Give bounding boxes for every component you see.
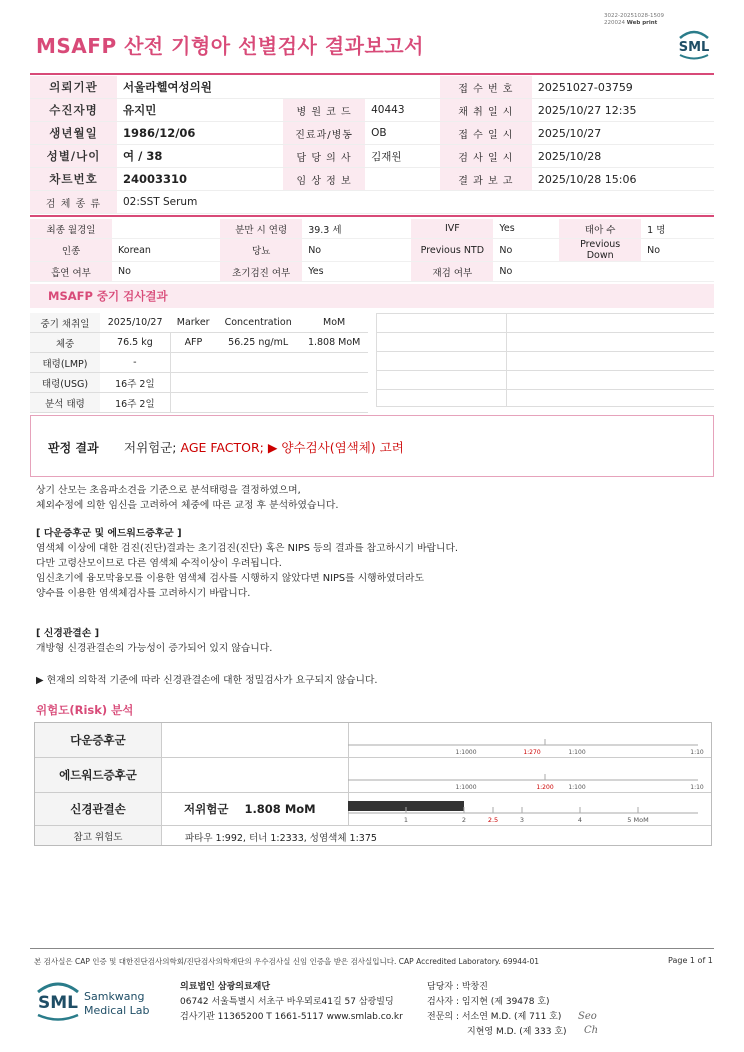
- marker-value: AFP: [170, 333, 216, 353]
- ntd-tick-label: 5 MoM: [627, 816, 649, 824]
- maternal-value: [112, 219, 220, 239]
- ntd-scale: [348, 793, 711, 825]
- midterm-result-table: [30, 313, 368, 413]
- maternal-value: [641, 262, 714, 282]
- lmp-value: -: [100, 353, 170, 373]
- field-label: 병 원 코 드: [283, 99, 365, 122]
- down-tick-10: 1:10: [690, 749, 704, 756]
- reference-value: 파타우 1:992, 터너 1:2333, 성염색체 1:375: [185, 833, 377, 844]
- maternal-row: [30, 219, 714, 239]
- ntd-tick-label: 2.5: [487, 816, 499, 824]
- footer-logo-name2: Medical Lab: [84, 1004, 150, 1017]
- footer-divider: [30, 948, 714, 949]
- down-scale: [348, 723, 711, 757]
- maternal-value: No: [493, 239, 559, 262]
- risk-row-down: [35, 723, 711, 758]
- maternal-label: [559, 262, 641, 282]
- section-title: MSAFP 중기 검사결과: [48, 289, 168, 303]
- field-label: 차트번호: [30, 168, 117, 191]
- field-label: 의뢰기관: [30, 76, 117, 99]
- mom-header: MoM: [300, 313, 368, 333]
- edwards-label: 에드워드증후군: [35, 758, 162, 792]
- ntd-tick-label: 1: [403, 816, 409, 824]
- maternal-label: 태아 수: [559, 219, 641, 239]
- analysis-age-value: 16주 2일: [100, 393, 170, 413]
- ntd-tick-label: 2: [461, 816, 467, 824]
- maternal-label: Previous NTD: [411, 239, 493, 262]
- down-label: 다운증후군: [35, 723, 162, 757]
- field-label: 결 과 보 고: [440, 168, 532, 191]
- maternal-row: [30, 239, 714, 262]
- report-title: MSAFP 산전 기형아 선별검사 결과보고서: [36, 34, 424, 58]
- edwards-tick-10: 1:10: [690, 784, 704, 791]
- maternal-label: 당뇨: [220, 239, 302, 262]
- field-value: 유지민: [117, 99, 283, 122]
- maternal-label: Previous Down: [559, 239, 641, 262]
- patient-info-divider: [30, 215, 714, 217]
- weight-value: 76.5 kg: [100, 333, 170, 353]
- ntd-label: 신경관결손: [35, 793, 162, 825]
- field-label: 성별/나이: [30, 145, 117, 168]
- edwards-tick-value: 1:200: [536, 784, 554, 791]
- sml-logo-text: SML: [678, 40, 710, 55]
- signature: Seo Ch: [578, 1011, 599, 1036]
- edwards-tick-1000: 1:1000: [455, 784, 477, 791]
- ntd-conclusion: ▶ 현재의 의학적 기준에 따라 신경관결손에 대한 정밀검사가 요구되지 않습니다.: [36, 675, 378, 686]
- sml-logo: [674, 26, 714, 62]
- maternal-value: No: [302, 239, 411, 262]
- risk-row-reference: [35, 826, 711, 845]
- field-value: [365, 168, 440, 191]
- maternal-row: [30, 262, 714, 282]
- usg-value: 16주 2일: [100, 373, 170, 393]
- maternal-label: 분만 시 연령: [220, 219, 302, 239]
- maternal-label: 최종 월경일: [30, 219, 112, 239]
- footer-logo-name1: Samkwang: [84, 990, 145, 1003]
- field-value: 2025/10/28: [532, 145, 714, 168]
- patient-row: [30, 168, 714, 191]
- maternal-value: Yes: [302, 262, 411, 282]
- field-value: 서울라헬여성의원: [117, 76, 283, 99]
- field-value: 2025/10/28 15:06: [532, 168, 714, 191]
- patient-info-table: [30, 76, 714, 214]
- field-label: 접 수 번 호: [440, 76, 532, 99]
- ntd-group: 저위험군: [184, 802, 229, 816]
- patient-row: [30, 99, 714, 122]
- down-edwards-note: [ 다운증후군 및 에드워드증후군 ] 염색체 이상에 대한 검진(진단)결과는 초기검진(진단) 혹은 NIPS 등의 결과를 참고하시기 바랍니다. 다만 고령산모이므로 다른 염색체 수적이상이 우려됩니다. 임신초기에 융모막융모를 이용한 염색체 검사를 시행하지 않았다면 NIPS를 시행하였더라도 양수를 이용한 염색체검사를 고려하시기 바랍니다.: [36, 528, 459, 599]
- specimen-label: 검 체 종 류: [30, 191, 117, 214]
- analysis-note: 상기 산모는 초음파소견을 기준으로 분석태령을 결정하였으며, 체외수정에 의한 임신을 고려하여 체중에 따른 교정 후 분석하였습니다.: [36, 485, 339, 511]
- accreditation-note: 본 검사실은 CAP 인증 및 대한진단검사의학회/진단검사의학재단의 우수검사실 신임 인증을 받은 검사실입니다. CAP Accredited Laboratory. 69944-01: [34, 957, 540, 966]
- field-label: 생년월일: [30, 122, 117, 145]
- field-label: 임 상 정 보: [283, 168, 365, 191]
- ntd-summary: [162, 793, 349, 825]
- risk-title: 위험도(Risk) 분석: [36, 703, 134, 717]
- field-label: 담 당 의 사: [283, 145, 365, 168]
- specimen-value: 02:SST Serum: [117, 191, 714, 214]
- patient-row: [30, 145, 714, 168]
- reference-label: 참고 위험도: [35, 826, 162, 845]
- field-value: 김재원: [365, 145, 440, 168]
- field-value: 1986/12/06: [117, 122, 283, 145]
- maternal-value: No: [493, 262, 559, 282]
- risk-row-ntd: [35, 793, 711, 826]
- patient-row: [30, 122, 714, 145]
- usg-label: 태령(USG): [30, 373, 100, 393]
- field-label: 검 사 일 시: [440, 145, 532, 168]
- maternal-label: 흡연 여부: [30, 262, 112, 282]
- ntd-tick-label: 3: [519, 816, 525, 824]
- concentration-value: 56.25 ng/mL: [216, 333, 300, 353]
- document-id: 3022-20251028-1509 220024 Web print: [604, 13, 664, 26]
- field-label: [283, 76, 365, 99]
- ntd-mom: 1.808 MoM: [244, 802, 316, 816]
- analysis-age-label: 분석 태령: [30, 393, 100, 413]
- header-divider: [30, 73, 714, 75]
- field-value: 24003310: [117, 168, 283, 191]
- sml-footer-logo: [34, 978, 164, 1028]
- risk-table: [34, 722, 712, 846]
- field-value: 2025/10/27: [532, 122, 714, 145]
- concentration-header: Concentration: [216, 313, 300, 333]
- maternal-value: 39.3 세: [302, 219, 411, 239]
- maternal-label: 초기검진 여부: [220, 262, 302, 282]
- maternal-value: No: [641, 239, 714, 262]
- result-label: 판정 결과: [48, 441, 99, 455]
- patient-row: [30, 76, 714, 99]
- mom-value: 1.808 MoM: [300, 333, 368, 353]
- marker-header: Marker: [170, 313, 216, 333]
- page-number: Page 1 of 1: [668, 956, 713, 965]
- result-text: 저위험군; AGE FACTOR; ▶ 양수검사(염색체) 고려: [124, 440, 404, 455]
- field-value: OB: [365, 122, 440, 145]
- organization-info: 의료법인 삼광의료재단 06742 서울특별시 서초구 바우뫼로41길 57 삼광빌딩 검사기관 11365200 T 1661-5117 www.smlab.co.kr: [180, 982, 403, 1022]
- ntd-tick-label: 4: [577, 816, 583, 824]
- ntd-note: [ 신경관결손 ] 개방형 신경관결손의 가능성이 증가되어 있지 않습니다.: [36, 628, 273, 654]
- down-tick-100: 1:100: [568, 749, 586, 756]
- date-value: 2025/10/27: [100, 313, 170, 333]
- empty-result-grid: [376, 313, 714, 407]
- maternal-value: Yes: [493, 219, 559, 239]
- risk-row-edwards: [35, 758, 711, 793]
- field-label: 진료과/병동: [283, 122, 365, 145]
- field-value: 2025/10/27 12:35: [532, 99, 714, 122]
- staff-info: 담당자 : 박창진 검사자 : 임지현 (제 39478 호) 전문의 : 서소연 M.D. (제 711 호) 지현영 M.D. (제 333 호): [427, 982, 567, 1037]
- field-label: 수진자명: [30, 99, 117, 122]
- maternal-info-table: [30, 219, 714, 282]
- maternal-value: Korean: [112, 239, 220, 262]
- down-tick-value: 1:270: [523, 749, 541, 756]
- field-value: 40443: [365, 99, 440, 122]
- date-label: 중기 채취일: [30, 313, 100, 333]
- weight-label: 체중: [30, 333, 100, 353]
- lmp-label: 태령(LMP): [30, 353, 100, 373]
- maternal-label: IVF: [411, 219, 493, 239]
- field-label: 접 수 일 시: [440, 122, 532, 145]
- down-tick-1000: 1:1000: [455, 749, 477, 756]
- maternal-label: 재검 여부: [411, 262, 493, 282]
- field-label: 채 취 일 시: [440, 99, 532, 122]
- footer-logo-text: SML: [38, 993, 78, 1013]
- maternal-value: 1 명: [641, 219, 714, 239]
- edwards-scale: [348, 758, 711, 792]
- edwards-tick-100: 1:100: [568, 784, 586, 791]
- field-value: [365, 76, 440, 99]
- maternal-label: 인종: [30, 239, 112, 262]
- field-value: 여 / 38: [117, 145, 283, 168]
- field-value: 20251027-03759: [532, 76, 714, 99]
- maternal-value: No: [112, 262, 220, 282]
